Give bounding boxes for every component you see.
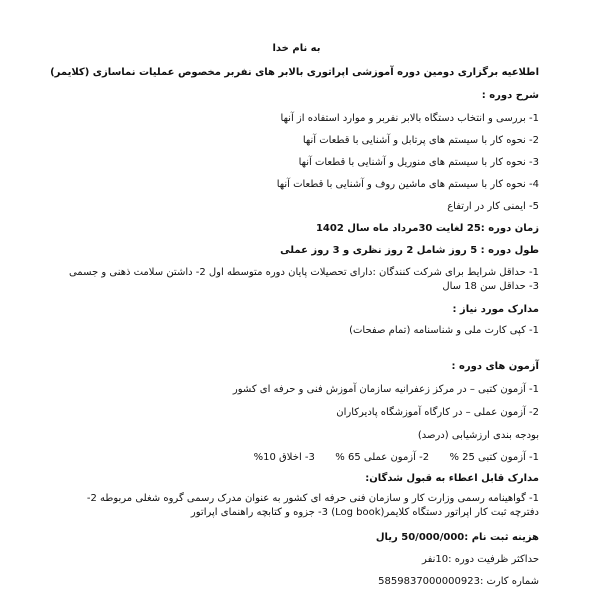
score-ethics: 3- اخلاق 10% — [253, 452, 315, 463]
exam-item-2: 2- آزمون عملی – در کارگاه آموزشگاه پادیرکاران — [336, 407, 539, 418]
card-number: شماره کارت :5859837000000923 — [378, 576, 539, 587]
score-written: 1- آزمون کتبی 25 % — [449, 452, 539, 463]
course-description-heading: شرح دوره : — [481, 90, 539, 101]
score-breakdown — [254, 451, 539, 464]
registration-fee: هزینه ثبت نام :50/000/000 ریال — [375, 532, 539, 543]
max-capacity: حداکثر ظرفیت دوره :10نفر — [422, 554, 539, 565]
exams-heading: آزمون های دوره : — [451, 361, 539, 372]
course-duration: طول دوره : 5 روز شامل 2 روز نظری و 3 روز عملی — [280, 245, 539, 256]
bismillah-heading: به نام خدا — [272, 43, 321, 54]
description-item-5: 5- ایمنی کار در ارتفاع — [447, 201, 539, 212]
required-document-item: 1- کپی کارت ملی و شناسنامه (تمام صفحات) — [349, 325, 539, 336]
description-item-2: 2- نحوه کار با سیستم های پرتابل و آشنایی با قطعات آنها — [302, 135, 539, 146]
description-item-4: 4- نحوه کار با سیستم های ماشین روف و آشنایی با قطعات آنها — [276, 179, 539, 190]
required-documents-heading: مدارک مورد نیاز : — [452, 304, 539, 315]
description-item-3: 3- نحوه کار با سیستم های منوریل و آشنایی با قطعات آنها — [298, 157, 539, 168]
exam-item-1: 1- آزمون کتبی – در مرکز زعفرانیه سازمان آموزش فنی و حرفه ای کشور — [232, 384, 539, 395]
certificates-text: 1- گواهینامه رسمی وزارت کار و سازمان فنی حرفه ای کشور به عنوان مدرک رسمی گروه شغلی مربوطه 2- دفترچه ثبت کار اپراتور دستگاه کلایمر(Log book) 3- جزوه و کتابچه راهنمای اپراتور — [86, 493, 539, 518]
description-item-1: 1- بررسی و انتخاب دستگاه بالابر نفربر و موارد استفاده از آنها — [280, 113, 539, 124]
score-practical: 2- آزمون عملی 65 % — [335, 452, 430, 463]
announcement-title: اطلاعیه برگزاری دومین دوره آموزشی اپراتوری بالابر های نفربر مخصوص عملیات نماسازی (کلایمر) — [50, 67, 539, 78]
participant-requirements: 1- حداقل شرایط برای شرکت کنندگان :دارای تحصیلات پایان دوره متوسطه اول 2- داشتن سلامت ذهنی و جسمی 3- حداقل سن 18 سال — [68, 267, 539, 292]
certificates-heading: مدارک قابل اعطاء به قبول شدگان: — [365, 473, 539, 484]
grading-label: بودجه بندی ارزشیابی (درصد) — [417, 430, 539, 441]
course-time: زمان دوره :25 لغایت 30مرداد ماه سال 1402 — [315, 223, 539, 234]
